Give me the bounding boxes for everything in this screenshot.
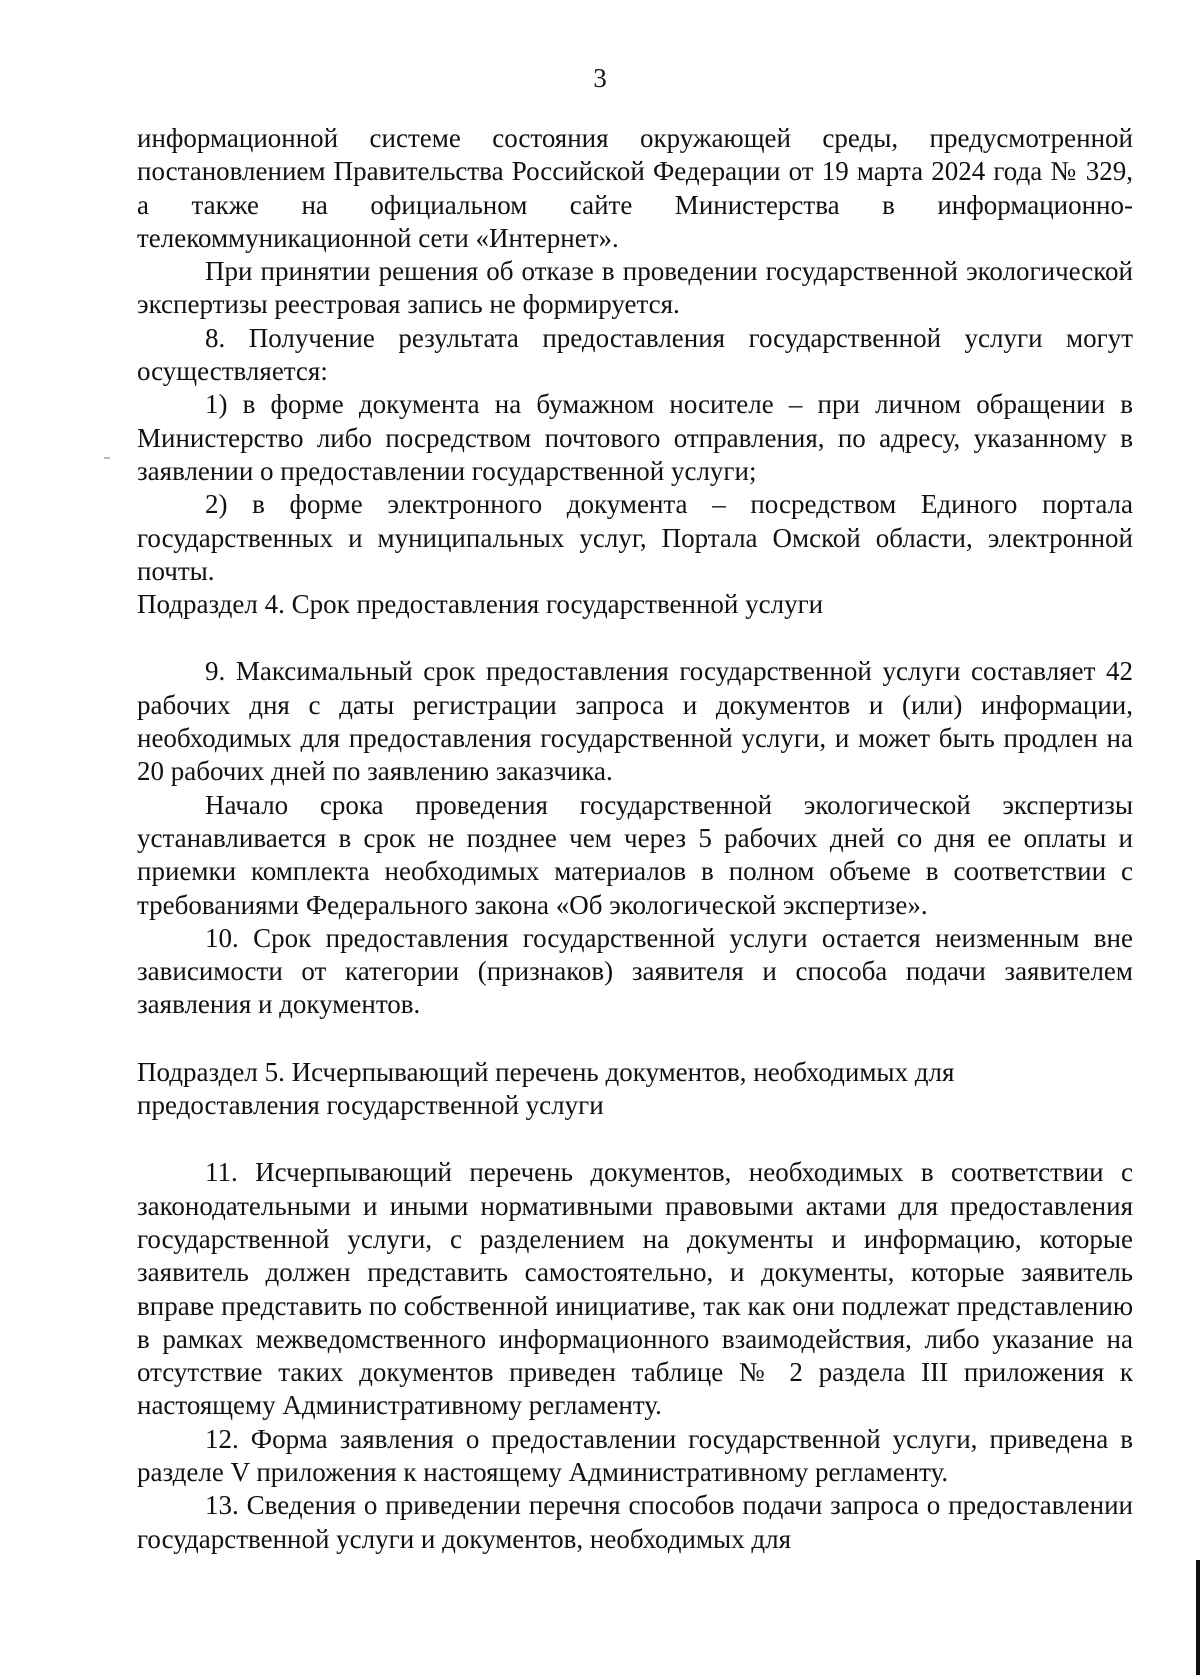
scan-mark	[104, 457, 110, 459]
paragraph-refusal: При принятии решения об отказе в проведении государственной экологической экспертизы реестровая запись не формируется.	[137, 256, 1133, 320]
subsection-5-heading-line-2: предоставления государственной услуги	[137, 1090, 604, 1121]
paragraph-8-item-1: 1) в форме документа на бумажном носителе – при личном обращении в Министерство либо посредством почтового отправления, по адресу, указанному в заявлении о предоставлении государственной услуги;	[137, 389, 1133, 486]
page-number: 3	[593, 63, 607, 93]
paragraph-13: 13. Сведения о приведении перечня способов подачи запроса о предоставлении государственной услуги и документов, необходимых для	[137, 1490, 1133, 1554]
paragraph-10: 10. Срок предоставления государственной услуги остается неизменным вне зависимости от категории (признаков) заявителя и способа подачи заявителем заявления и документов.	[137, 922, 1133, 1020]
paragraph-9-start: Начало срока проведения государственной экологической экспертизы устанавливается в срок не позднее чем через 5 рабочих дней со дня ее оплаты и приемки комплекта необходимых материалов в полном объеме в соответствии с требованиями Федерального закона «Об экологической экспертизе».	[137, 789, 1133, 920]
paragraph-9: 9. Максимальный срок предоставления государственной услуги составляет 42 рабочих дня с даты регистрации запроса и документов и (или) информации, необходимых для предоставления государственной услуги, и может быть продлен на 20 рабочих дней по заявлению заказчика.	[137, 656, 1133, 787]
paragraph-12: 12. Форма заявления о предоставлении государственной услуги, приведена в разделе V приложения к настоящему Административному регламенту.	[137, 1423, 1133, 1487]
subsection-5-heading-line-1: Подраздел 5. Исчерпывающий перечень документов, необходимых для	[137, 1056, 955, 1087]
subsection-4-heading: Подраздел 4. Срок предоставления государственной услуги	[137, 589, 824, 620]
document-body	[137, 122, 1133, 1556]
paragraph-11: 11. Исчерпывающий перечень документов, необходимых в соответствии с законодательными и иными нормативными правовыми актами для предоставления государственной услуги, с разделением на документы и информацию, которые заявитель должен представить самостоятельно, и документы, которые заявитель вправе представить по собственной инициативе, так как они подлежат представлению в рамках межведомственного информационного взаимодействия, либо указание на отсутствие таких документов приведен таблице № 2 раздела III приложения к настоящему Административному регламенту.	[137, 1157, 1133, 1421]
paragraph-8: 8. Получение результата предоставления государственной услуги могут осуществляется:	[137, 322, 1133, 387]
paragraph-8-item-2: 2) в форме электронного документа – посредством Единого портала государственных и муниципальных услуг, Портала Омской области, электронной почты.	[137, 489, 1133, 586]
paragraph-continuation: информационной системе состояния окружающей среды, предусмотренной постановлением Правительства Российской Федерации от 19 марта 2024 года № 329, а также на официальном сайте Министерства в информационно-телекоммуникационной сети «Интернет».	[137, 123, 1133, 253]
scan-edge-shadow	[1196, 1560, 1200, 1675]
